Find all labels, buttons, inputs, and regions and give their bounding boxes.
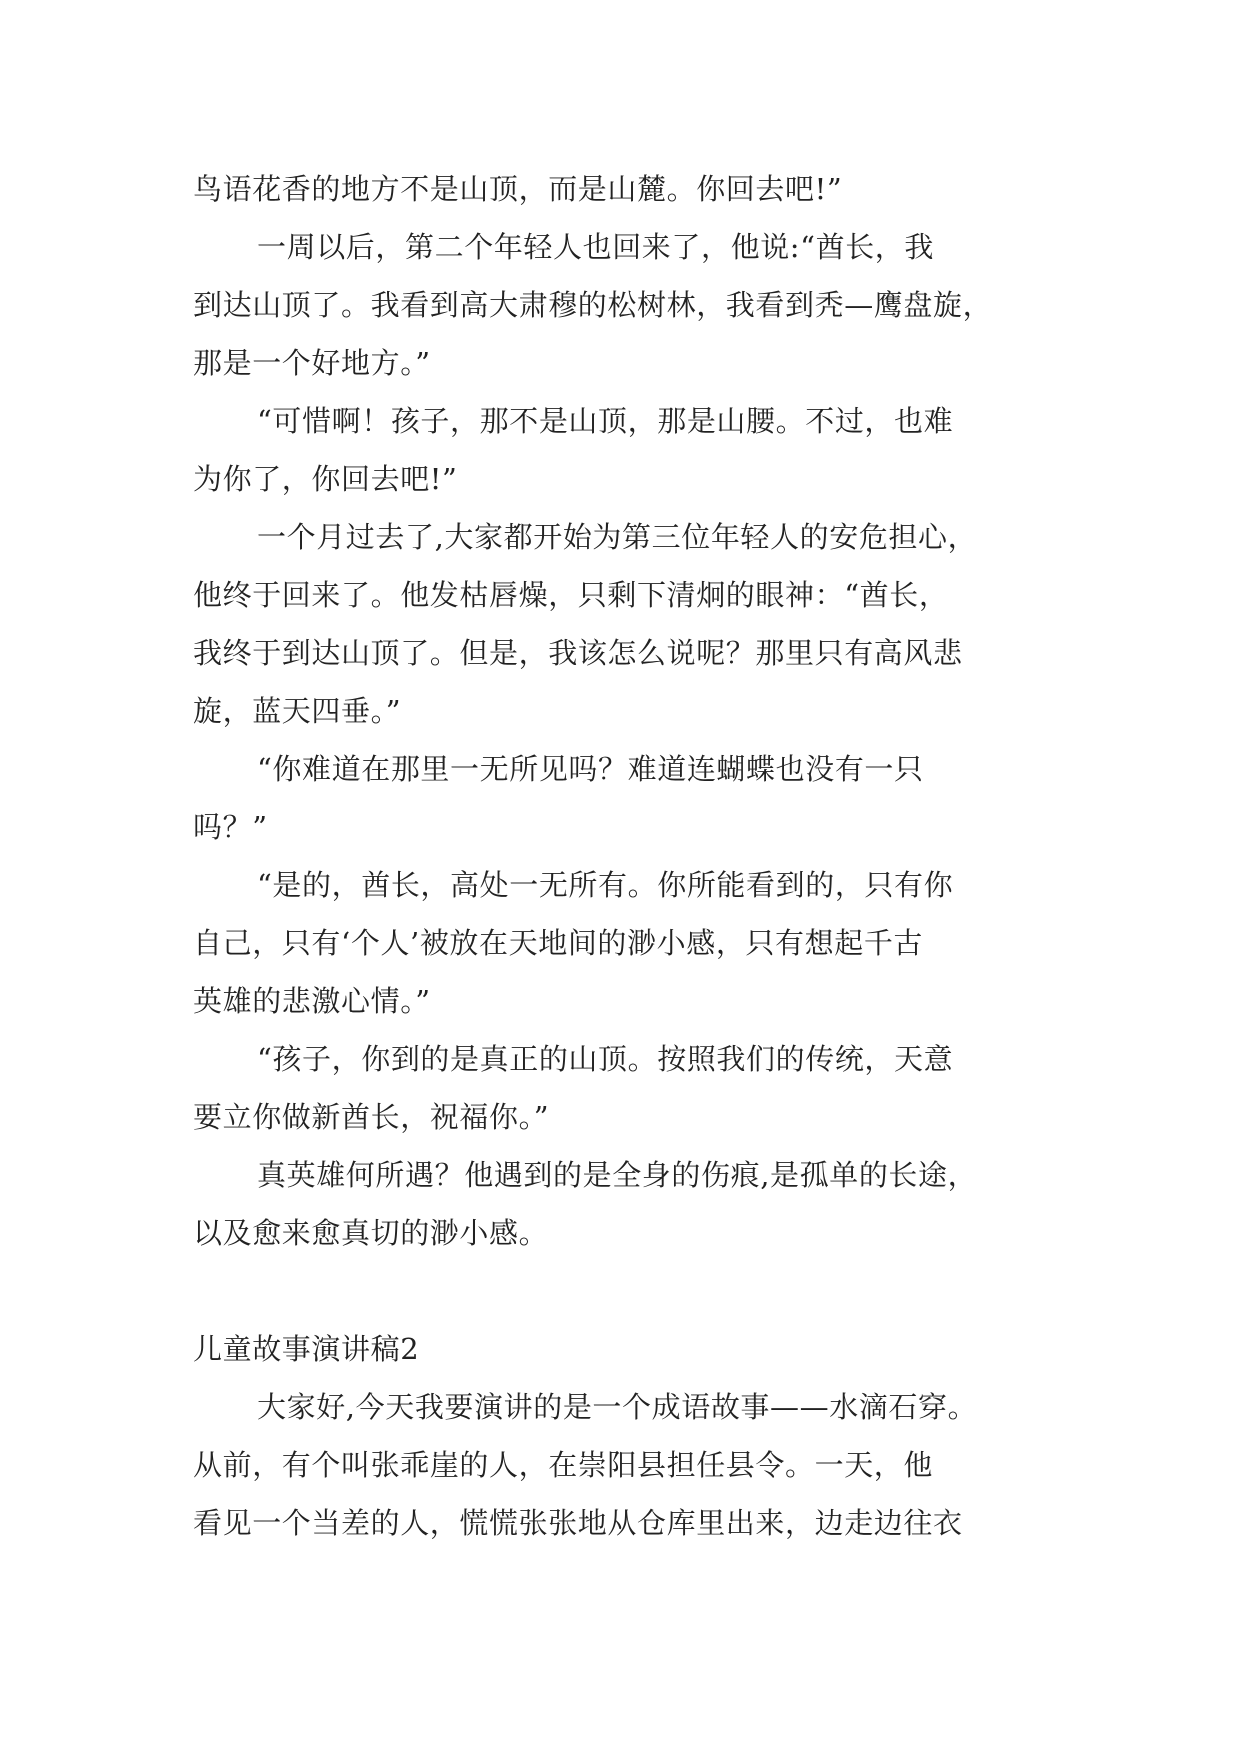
text-line: 大家好,今天我要演讲的是一个成语故事——水滴石穿。	[257, 1390, 978, 1424]
text-line: 从前，有个叫张乖崖的人，在崇阳县担任县令。一天，他	[193, 1448, 934, 1482]
text-line: 真英雄何所遇？他遇到的是全身的伤痕,是孤单的长途，	[257, 1158, 978, 1192]
text-line: 看见一个当差的人，慌慌张张地从仓库里出来，边走边往衣	[193, 1506, 963, 1540]
text-line: 一个月过去了,大家都开始为第三位年轻人的安危担心，	[257, 520, 978, 554]
text-line: “孩子，你到的是真正的山顶。按照我们的传统，天意	[257, 1042, 954, 1076]
text-line: 旋，蓝天四垂。”	[193, 694, 402, 728]
text-line: 自己，只有‘个人’被放在天地间的渺小感，只有想起千古	[193, 926, 924, 960]
text-line: 要立你做新酋长，祝福你。”	[193, 1100, 550, 1134]
text-line: 为你了，你回去吧!”	[193, 462, 458, 496]
text-line: “是的，酋长，高处一无所有。你所能看到的，只有你	[257, 868, 954, 902]
text-line: 以及愈来愈真切的渺小感。	[193, 1216, 549, 1250]
document-page	[193, 160, 1053, 1552]
story-part-2	[193, 1378, 1053, 1552]
text-line: 他终于回来了。他发枯唇燥，只剩下清炯的眼神：“酋长，	[193, 578, 949, 612]
text-line: 一周以后，第二个年轻人也回来了，他说:“酋长，我	[257, 230, 934, 264]
section-title: 儿童故事演讲稿2	[193, 1332, 420, 1366]
text-line: 吗？”	[193, 810, 268, 844]
text-line: “你难道在那里一无所见吗？难道连蝴蝶也没有一只	[257, 752, 924, 786]
text-line: 到达山顶了。我看到高大肃穆的松树林，我看到秃—鹰盘旋，	[193, 288, 993, 322]
story-part-1	[193, 160, 1053, 1262]
text-line: 英雄的悲激心情。”	[193, 984, 431, 1018]
text-line: 那是一个好地方。”	[193, 346, 431, 380]
text-line: “可惜啊！孩子，那不是山顶，那是山腰。不过，也难	[257, 404, 954, 438]
text-line: 我终于到达山顶了。但是，我该怎么说呢？那里只有高风悲	[193, 636, 963, 670]
section-gap	[193, 1262, 1053, 1320]
text-line: 鸟语花香的地方不是山顶，而是山麓。你回去吧!”	[193, 172, 843, 206]
